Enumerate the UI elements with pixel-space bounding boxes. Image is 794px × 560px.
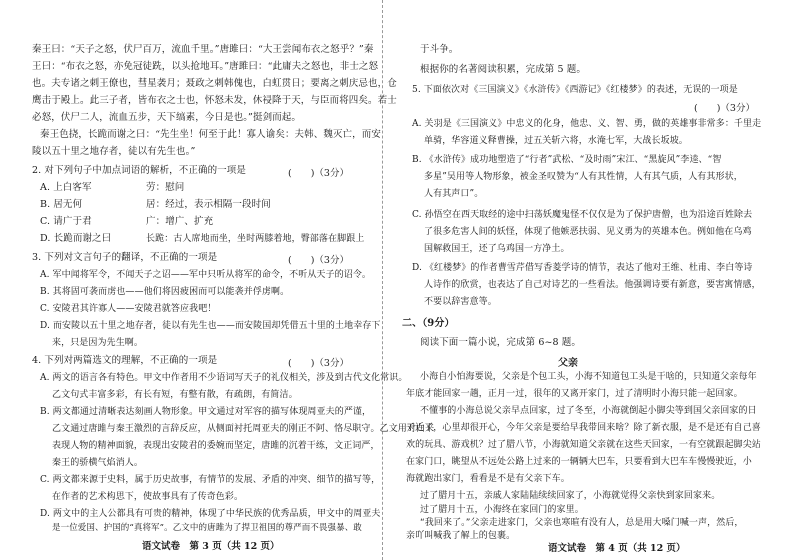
story-line: 年底才能回家一趟，正月一过，很年的又离开家门，过了清明时小海只能一起回家。 (406, 389, 743, 399)
passage-line: 鹰击于殿上。此三子者，皆布衣之士也，怀怒未发，休祲降于天，与臣而将四矣。若士 (32, 95, 397, 106)
option-gloss: 居：经过，表示相隔一段时间 (146, 199, 271, 210)
story-line: 过了腊月十五，亲戚人家陆陆续续回家了，小海就觉得父亲快到家回家来。 (420, 491, 721, 501)
question-5-line: B. 《水浒传》成功地塑造了“行者”武松、“及时雨”宋江、“黑旋风”李逵、“智 (412, 155, 722, 165)
question-4-stem: 4. 下列对两篇选文的理解，不正确的一项是 (32, 355, 218, 366)
question-2-stem: 2. 对下列句子中加点词语的解析，不正确的一项是 (32, 165, 246, 176)
question-3-score: ( )（3分） (288, 255, 349, 266)
question-3-line: 来，只是因为先生啊。 (52, 338, 144, 348)
question-5-line: D. 《红楼梦》的作者曹雪芹借写香菱学诗的情节，表达了他对王维、杜甫、李白等诗 (412, 263, 753, 273)
passage-line: 也。夫专诸之刺王僚也，彗星袭月；聂政之刺韩傀也，白虹贯日；要离之刺庆忌也，仓 (32, 78, 397, 89)
question-3-line: B. 其将固可袭而虏也——他们将因疲困而可以能袭并俘虏啊。 (40, 287, 290, 297)
option-gloss: 长跪：古人席地而坐，坐时两膝着地，臀部落在脚跟上 (146, 234, 365, 244)
story-line: 不懂事的小海总说父亲早点回家，过了冬至，小海就倒起小脚尖等到国父亲回家的日 (420, 406, 757, 416)
question-5-line: 国解救国王，还了乌鸡国一方净土。 (424, 244, 570, 254)
story-line: 欢的玩具、游戏机？过了腊八节，小海就知道父亲就在这些天回家，一有空就跟起脚尖站 (406, 440, 761, 450)
question-3-line: C. 安陵君其许寡人——安陵君就答应我吧！ (40, 304, 217, 314)
story-line: 亲吖叫喊我了解上的包裹。 (406, 531, 516, 541)
question-5-line: 多星”吴用等人物形象，被金圣叹赞为“人有其性情，人有其气质，人有其形状， (424, 172, 743, 182)
question-4-line: C. 两文都来源于史料，属于历史故事，有情节的发展、矛盾的冲突、细节的描写等， (40, 475, 381, 485)
question-4-line: 在作者的艺术构思下，使故事具有了传奇色彩。 (52, 492, 244, 502)
story-line: 子近了，心里却很开心，今年父亲是要给早我带回来啥？除了新衣服，是不是还有自己喜 (406, 423, 761, 433)
page-footer: 语文试卷 第 4 页（共 12 页） (548, 543, 686, 554)
question-5-stem: 5. 下面依次对《三国演义》《水浒传》《西游记》《红楼梦》的表述，无误的一项是 (412, 85, 738, 95)
right-page (398, 0, 788, 560)
passage-line: 秦王曰：“天子之怒，伏尸百万，流血千里。”唐雎曰：“大王尝闻布衣之怒乎？”秦 (32, 44, 374, 55)
passage-line: 王曰：“布衣之怒，亦免冠徒跣，以头抢地耳。”唐雎曰：“此庸夫之怒也，非士之怒 (32, 61, 379, 72)
option-gloss: 劳：慰问 (146, 182, 185, 193)
section-2-intro: 阅读下面一篇小说，完成第 6~8 题。 (420, 337, 581, 348)
question-4-line: 是一位爱国、护国的“真将军”。乙文中的唐雎为了捍卫祖国的尊严而不畏强暴、敢 (52, 523, 362, 533)
question-3-line: D. 而安陵以五十里之地存者，徒以有先生也——而安陵国却凭借五十里的土地幸存下 (40, 321, 381, 331)
question-4-line: 秦王的骄横气焰消人。 (52, 458, 144, 468)
section-2-heading: 二、（9分） (402, 318, 455, 329)
continued-text: 于斗争。 (420, 44, 459, 55)
story-title: 父亲 (558, 358, 578, 369)
option-term: D. 长跪而谢之曰 (40, 233, 112, 244)
question-4-line: A. 两文的语言各有特色。甲文中作者用不少语词写天子的礼仪相关，涉及到古代文化常识。 (40, 373, 408, 383)
question-4-line: B. 两文都通过清晰表达刻画人物形象。甲文通过对军容的描写体现周亚夫的严谨， (40, 407, 372, 417)
question-2-score: ( )（3分） (288, 168, 349, 179)
option-term: C. 请广于君 (40, 216, 92, 227)
passage-line: 陵以五十里之地存者，徒以有先生也。” (32, 146, 196, 157)
question-4-line: D. 两文中的主人公都具有可贵的精神，体现了中华民族的优秀品质，甲文中的周亚夫 (40, 509, 381, 519)
question-5-line: 了很多危害人间的妖怪，体现了他嫉恶扶弱、见义勇为的英雄本色。例如他在乌鸡 (424, 227, 752, 237)
question-5-line: 人有其声口”。 (424, 189, 484, 199)
story-line: 小海自小怕海要说，父亲是个包工头，小海不知道包工头是干啥的，只知道父亲每年 (420, 372, 757, 382)
question-5-line: 人诗作的欣赏，也表达了自己对诗艺的一些看法。他强调诗要有新意，要害寓情感， (424, 280, 761, 290)
question-4-line: 乙文通过唐雎与秦王激烈的言辞反应，从侧面衬托周亚夫的刚正不阿、恪尽职守。乙文用对白来 (52, 424, 435, 434)
question-5-line: A. 关羽是《三国演义》中忠义的化身，他忠、义、智、勇，做的英雄事非常多：千里走 (412, 119, 762, 129)
option-gloss: 广：增广、扩充 (146, 216, 214, 227)
story-line: 过了腊月十五，小海终在家回门的家里。 (420, 505, 584, 515)
story-line: 海就跑出家门，看看是不是有父亲下车。 (406, 474, 570, 484)
question-4-line: 乙文句式丰富多彩，有长有短，有整有散，有疏朗，有简洁。 (52, 390, 298, 400)
passage-line: 秦王色挠，长跪而谢之曰：“先生坐！何至于此！寡人谕矣：夫韩、魏灭亡，而安 (40, 129, 381, 140)
option-term: B. 居无何 (40, 199, 83, 210)
question-3-line: A. 军中闻将军令，不闻天子之诏——军中只听从将军的命令，不听从天子的诏令。 (40, 270, 372, 280)
option-term: A. 上白客军 (40, 182, 92, 193)
question-5-score: ( )（3分） (694, 103, 755, 114)
passage-line: 必怒，伏尸二人，流血五步，天下缟素，今日是也。”挺剑而起。 (32, 112, 302, 123)
question-3-stem: 3. 下列对文言句子的翻译，不正确的一项是 (32, 252, 218, 263)
story-line: “我回来了。”父亲走进家门，父亲也寒暄有没有人，总是用大嗓门喊一声，然后， (420, 518, 744, 528)
instruction-text: 根据你的名著阅读积累，完成第 5 题。 (420, 64, 586, 75)
question-5-line: C. 孙悟空在西天取经的途中扫荡妖魔鬼怪不仅仅是为了保护唐僧，也为沿途百姓除去 (412, 210, 753, 220)
question-4-score: ( )（3分） (288, 358, 349, 369)
question-5-line: 单骑，华容道义释曹操，过五关斩六将，水淹七军，大战长坂坡。 (424, 136, 688, 146)
page-footer: 语文试卷 第 3 页（共 12 页） (142, 541, 280, 552)
question-4-line: 表现人物的精神面貌，表现出安陵君的委婉而坚定，唐雎的沉着干练，文正词严， (52, 441, 380, 451)
story-line: 在家门口，眺望从不远处公路上过来的一辆辆大巴车，只要看到大巴车车慢慢驶近，小 (406, 457, 752, 467)
question-5-line: 不要以辞害意等。 (424, 297, 497, 307)
